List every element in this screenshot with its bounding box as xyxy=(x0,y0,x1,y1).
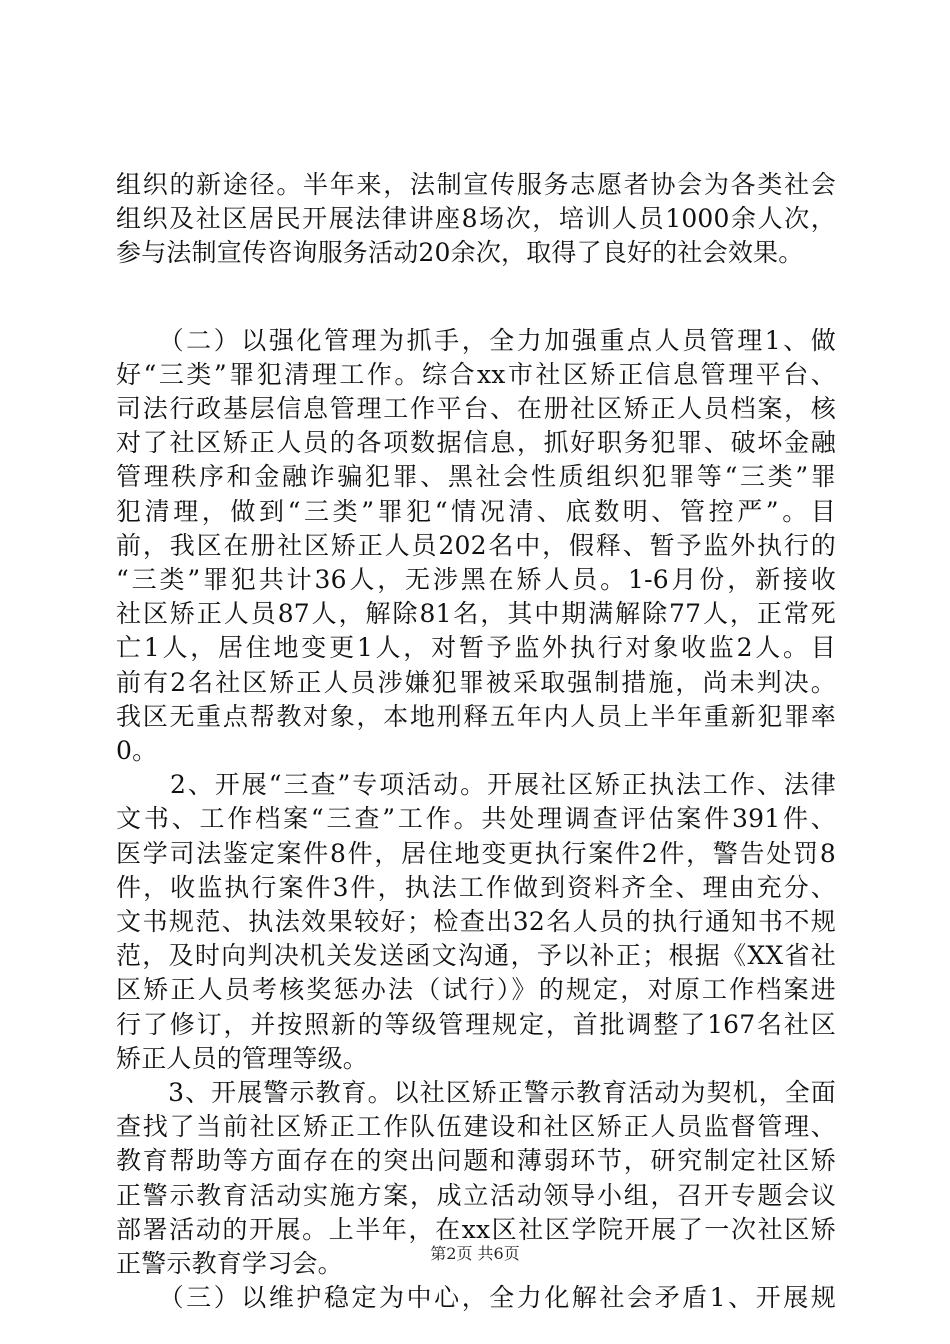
text-line: 0。 xyxy=(116,736,158,765)
text-line: 我区无重点帮教对象，本地刑释五年内人员上半年重新犯罪率 xyxy=(116,701,836,731)
text-line: 对了社区矫正人员的各项数据信息，抓好职务犯罪、破坏金融 xyxy=(116,428,836,458)
text-line: 医学司法鉴定案件8件，居住地变更执行案件2件，警告处罚8 xyxy=(116,838,836,868)
page-footer: 第2页 共6页 xyxy=(430,1244,520,1263)
text-line: 司法行政基层信息管理工作平台、在册社区矫正人员档案，核 xyxy=(116,394,836,423)
text-line: 文书、工作档案“三查”工作。共处理调查评估案件391件、 xyxy=(116,804,836,834)
text-line: 矫正人员的管理等级。 xyxy=(116,1043,369,1073)
text-line: 3、开展警示教育。以社区矫正警示教育活动为契机，全面 xyxy=(116,1078,836,1107)
text-line: 组织及社区居民开展法律讲座8场次，培训人员1000余人次， xyxy=(116,204,836,234)
text-line: 查找了当前社区矫正工作队伍建设和社区矫正人员监督管理、 xyxy=(116,1112,836,1142)
text-line: 教育帮助等方面存在的突出问题和薄弱环节，研究制定社区矫 xyxy=(116,1146,836,1176)
text-line: 2、开展“三查”专项活动。开展社区矫正执法工作、法律 xyxy=(116,770,836,800)
text-line: 行了修订，并按照新的等级管理规定，首批调整了167名社区 xyxy=(116,1009,836,1039)
text-line: （三）以维护稳定为中心，全力化解社会矛盾1、开展规 xyxy=(116,1283,836,1313)
text-line: 组织的新途径。半年来，法制宣传服务志愿者协会为各类社会 xyxy=(116,170,836,199)
text-line: 参与法制宣传咨询服务活动20余次，取得了良好的社会效果。 xyxy=(116,238,804,268)
text-line: 社区矫正人员87人，解除81名，其中期满解除77人，正常死 xyxy=(116,599,836,629)
text-line: 正警示教育活动实施方案，成立活动领导小组，召开专题会议 xyxy=(116,1180,836,1210)
text-line: 部署活动的开展。上半年，在xx区社区学院开展了一次社区矫 xyxy=(116,1214,836,1244)
text-line: “三类”罪犯共计36人，无涉黑在矫人员。1-6月份，新接收 xyxy=(116,565,836,594)
text-line: 前，我区在册社区矫正人员202名中，假释、暂予监外执行的 xyxy=(116,530,836,560)
text-line: 件，收监执行案件3件，执法工作做到资料齐全、理由充分、 xyxy=(116,872,836,902)
text-line: （二）以强化管理为抓手，全力加强重点人员管理1、做 xyxy=(116,325,836,355)
text-line: 好“三类”罪犯清理工作。综合xx市社区矫正信息管理平台、 xyxy=(116,359,836,389)
text-line: 范，及时向判决机关发送函文沟通，予以补正；根据《XX省社 xyxy=(116,941,836,971)
text-line: 区矫正人员考核奖惩办法（试行）》的规定，对原工作档案进 xyxy=(116,975,836,1005)
text-line: 犯清理，做到“三类”罪犯“情况清、底数明、管控严”。目 xyxy=(116,496,836,526)
text-line: 文书规范、执法效果较好；检查出32名人员的执行通知书不规 xyxy=(116,907,836,936)
text-line: 前有2名社区矫正人员涉嫌犯罪被采取强制措施，尚未判决。 xyxy=(116,667,836,697)
text-line: 管理秩序和金融诈骗犯罪、黑社会性质组织犯罪等“三类”罪 xyxy=(116,462,836,492)
text-line: 亡1人，居住地变更1人，对暂予监外执行对象收监2人。目 xyxy=(116,633,836,663)
text-line: 正警示教育学习会。 xyxy=(116,1249,343,1278)
